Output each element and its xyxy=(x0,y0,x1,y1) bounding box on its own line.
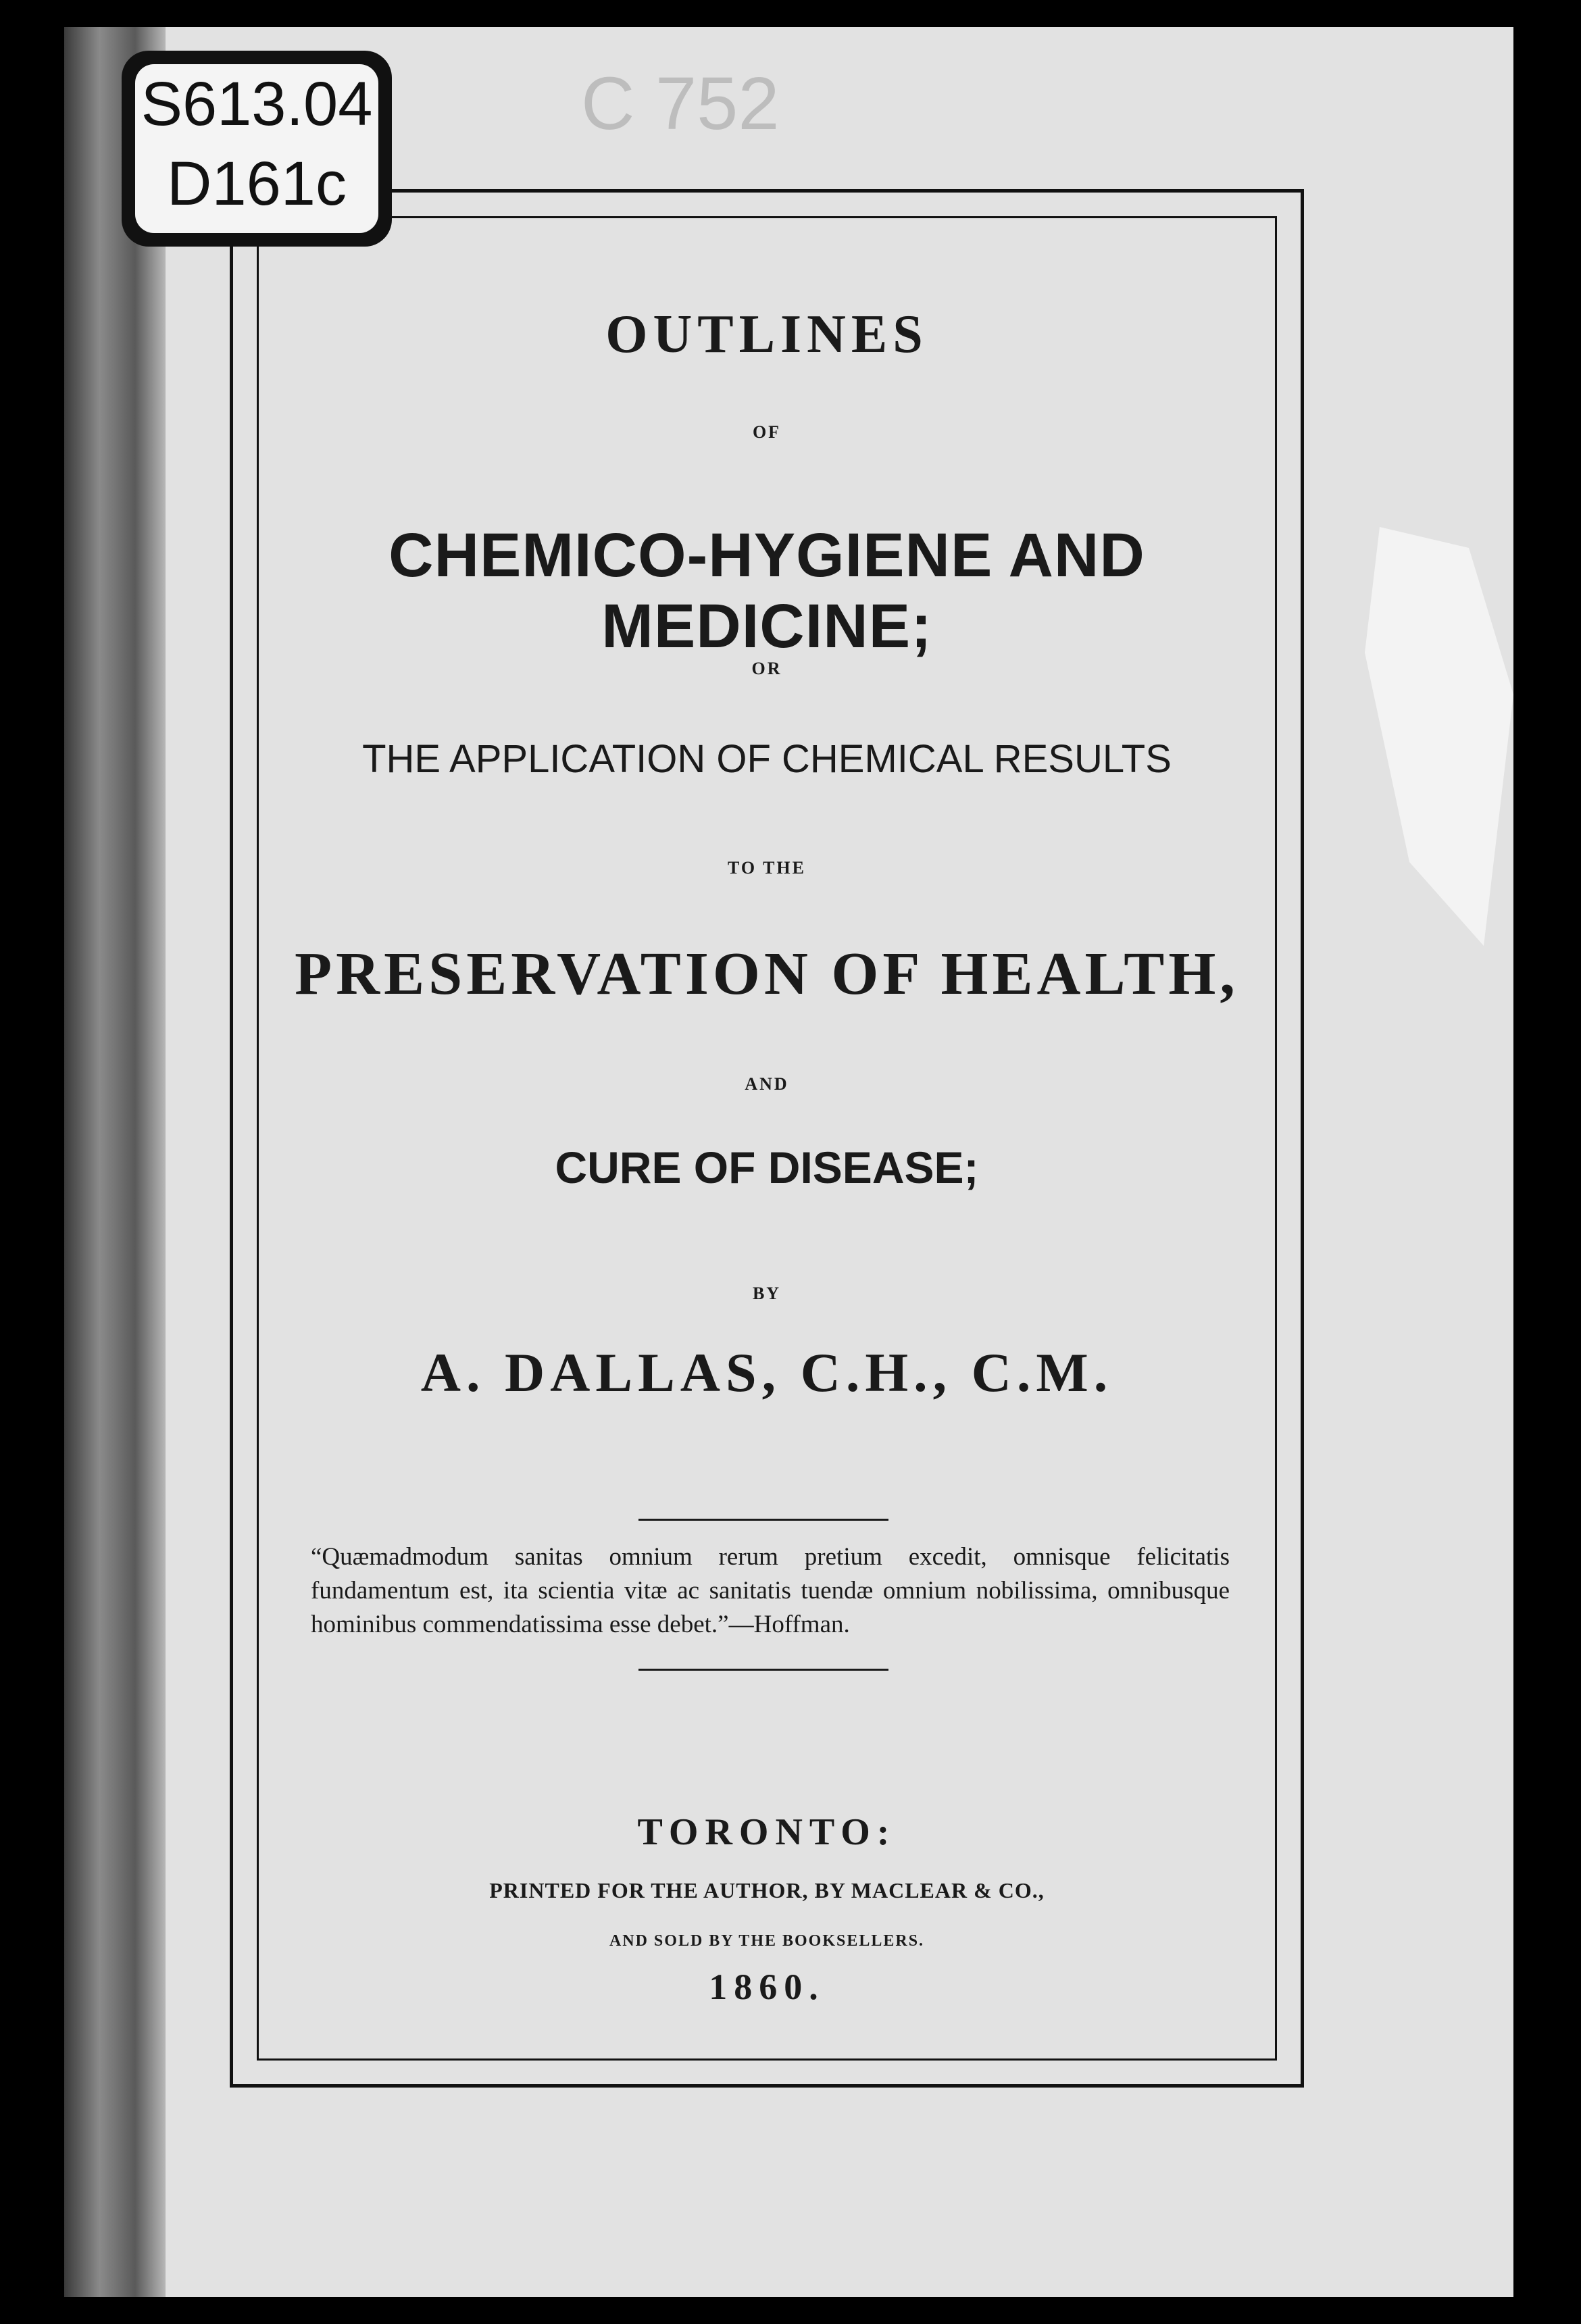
imprint-year: 1860. xyxy=(709,1967,825,2007)
connector-or: OR xyxy=(751,659,782,678)
connector-to-the: TO THE xyxy=(727,858,807,878)
inner-border-frame xyxy=(257,216,1277,2061)
pencil-mark: C 752 xyxy=(581,62,780,145)
imprint-sold: AND SOLD BY THE BOOKSELLERS. xyxy=(609,1932,925,1950)
imprint-printer: PRINTED FOR THE AUTHOR, BY MACLEAR & CO., xyxy=(489,1878,1045,1902)
title-cure-of-disease: CURE OF DISEASE; xyxy=(555,1142,979,1192)
title-chemico-hygiene: CHEMICO-HYGIENE AND MEDICINE; xyxy=(388,521,1145,661)
imprint-city: TORONTO: xyxy=(637,1811,897,1853)
title-application: THE APPLICATION OF CHEMICAL RESULTS xyxy=(362,737,1172,781)
call-number xyxy=(135,64,378,233)
connector-and: AND xyxy=(745,1074,789,1094)
epigraph-quote: “Quæmadmodum sanitas omnium rerum pretium excedit, omnisque felicitatis fundamentum est, ita scientia vitæ ac sanitatis tuendæ omnium nobilissima, omnibusque hominibus commendatissima esse debet.”—Hoffman. xyxy=(311,1543,1230,1638)
book-spine xyxy=(64,27,166,2297)
author-name: A. DALLAS, C.H., C.M. xyxy=(420,1342,1113,1403)
title-preservation: PRESERVATION OF HEALTH, xyxy=(295,940,1239,1007)
call-number-line2: D161c xyxy=(167,149,347,218)
connector-by: BY xyxy=(752,1284,782,1303)
top-rule xyxy=(638,1519,888,1521)
call-number-line1: S613.04 xyxy=(141,70,373,138)
title-outlines: OUTLINES xyxy=(605,305,928,364)
connector-of: OF xyxy=(752,422,782,442)
bottom-rule xyxy=(638,1669,888,1671)
